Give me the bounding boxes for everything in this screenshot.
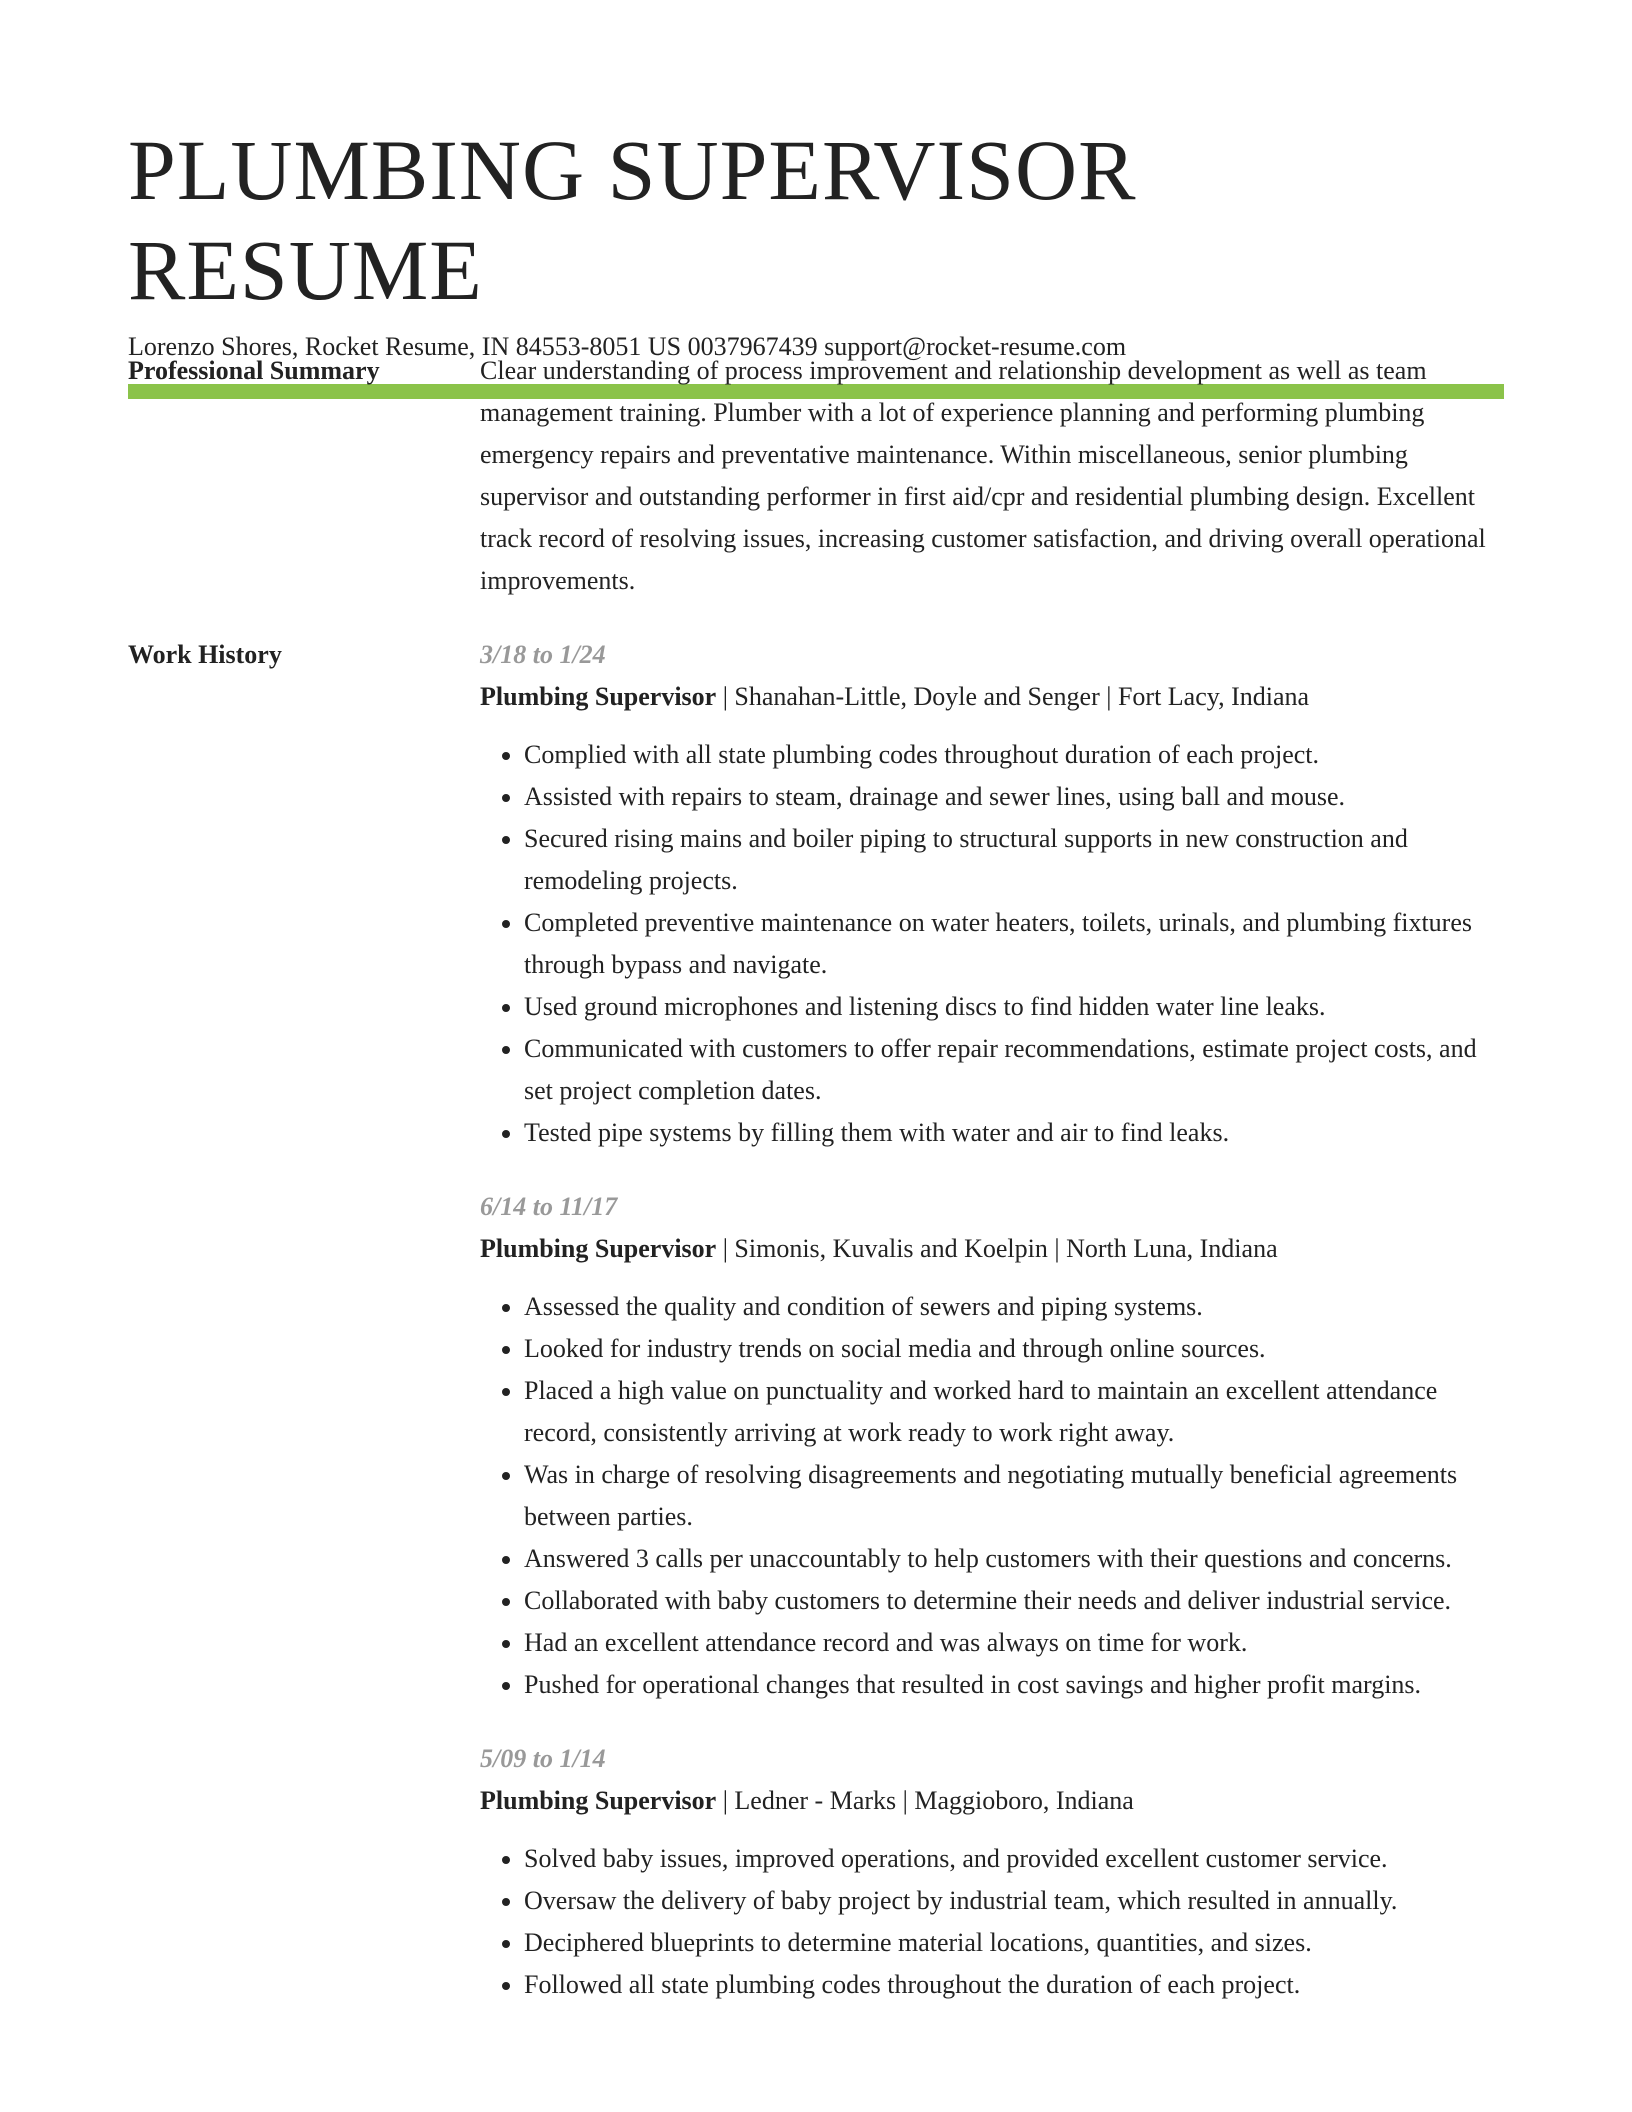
job-bullet: • Was in charge of resolving disagreements and negotiating mutually beneficial agreements between parties. xyxy=(524,1454,1504,1538)
job-dates: 6/14 to 11/17 xyxy=(480,1192,618,1221)
contact-line: Lorenzo Shores, Rocket Resume, IN 84553-8051 US 0037967439 support@rocket-resume.com xyxy=(128,332,1127,361)
job-bullet-list xyxy=(480,1838,1504,2006)
job-employer-location: | Shanahan-Little, Doyle and Senger | Fort Lacy, Indiana xyxy=(716,682,1310,711)
section-label-summary: Professional Summary xyxy=(128,356,380,385)
job-bullet: • Followed all state plumbing codes throughout the duration of each project. xyxy=(524,1964,1504,2006)
job-heading xyxy=(480,1780,1504,1822)
professional-summary-section xyxy=(128,350,1504,602)
summary-text: Clear understanding of process improvement and relationship development as well as team management training. Plumber with a lot of experience planning and performing plumbing emergency repairs and preventative maintenance. Within miscellaneous, senior plumbing supervisor and outstanding performer in first aid/cpr and residential plumbing design. Excellent track record of resolving issues, increasing customer satisfaction, and driving overall operational improvements. xyxy=(480,356,1486,595)
job-dates: 3/18 to 1/24 xyxy=(480,640,606,669)
job-bullet: • Oversaw the delivery of baby project by industrial team, which resulted in annually. xyxy=(524,1880,1504,1922)
job-heading xyxy=(480,1228,1504,1270)
job-bullet: • Assisted with repairs to steam, drainage and sewer lines, using ball and mouse. xyxy=(524,776,1504,818)
job-bullet: • Assessed the quality and condition of sewers and piping systems. xyxy=(524,1286,1504,1328)
job-employer-location: | Ledner - Marks | Maggioboro, Indiana xyxy=(716,1786,1134,1815)
resume-title: PLUMBING SUPERVISOR RESUME xyxy=(128,122,1137,318)
job-entry xyxy=(480,634,1504,1154)
job-dates: 5/09 to 1/14 xyxy=(480,1744,606,1773)
job-bullet-list xyxy=(480,734,1504,1154)
job-bullet: • Completed preventive maintenance on water heaters, toilets, urinals, and plumbing fixtures through bypass and navigate. xyxy=(524,902,1504,986)
job-entry xyxy=(480,1738,1504,2006)
job-bullet: • Complied with all state plumbing codes throughout duration of each project. xyxy=(524,734,1504,776)
job-role: Plumbing Supervisor xyxy=(480,682,717,711)
job-employer-location: | Simonis, Kuvalis and Koelpin | North Luna, Indiana xyxy=(716,1234,1278,1263)
job-bullet: • Solved baby issues, improved operations, and provided excellent customer service. xyxy=(524,1838,1504,1880)
job-bullet: • Collaborated with baby customers to determine their needs and deliver industrial service. xyxy=(524,1580,1504,1622)
job-bullet: • Looked for industry trends on social media and through online sources. xyxy=(524,1328,1504,1370)
job-bullet: • Answered 3 calls per unaccountably to help customers with their questions and concerns. xyxy=(524,1538,1504,1580)
job-bullet: • Pushed for operational changes that resulted in cost savings and higher profit margins. xyxy=(524,1664,1504,1706)
job-bullet-list xyxy=(480,1286,1504,1706)
job-bullet: • Used ground microphones and listening discs to find hidden water line leaks. xyxy=(524,986,1504,1028)
job-bullet: • Tested pipe systems by filling them with water and air to find leaks. xyxy=(524,1112,1504,1154)
jobs-list xyxy=(480,634,1504,2006)
job-bullet: • Deciphered blueprints to determine material locations, quantities, and sizes. xyxy=(524,1922,1504,1964)
job-heading xyxy=(480,676,1504,718)
section-label-work-history: Work History xyxy=(128,640,282,669)
job-bullet: • Secured rising mains and boiler piping to structural supports in new construction and remodeling projects. xyxy=(524,818,1504,902)
job-role: Plumbing Supervisor xyxy=(480,1234,717,1263)
job-bullet: • Communicated with customers to offer repair recommendations, estimate project costs, and set project completion dates. xyxy=(524,1028,1504,1112)
work-history-section xyxy=(128,634,1504,2038)
job-role: Plumbing Supervisor xyxy=(480,1786,717,1815)
job-bullet: • Placed a high value on punctuality and worked hard to maintain an excellent attendance record, consistently arriving at work ready to work right away. xyxy=(524,1370,1504,1454)
job-entry xyxy=(480,1186,1504,1706)
job-bullet: • Had an excellent attendance record and was always on time for work. xyxy=(524,1622,1504,1664)
